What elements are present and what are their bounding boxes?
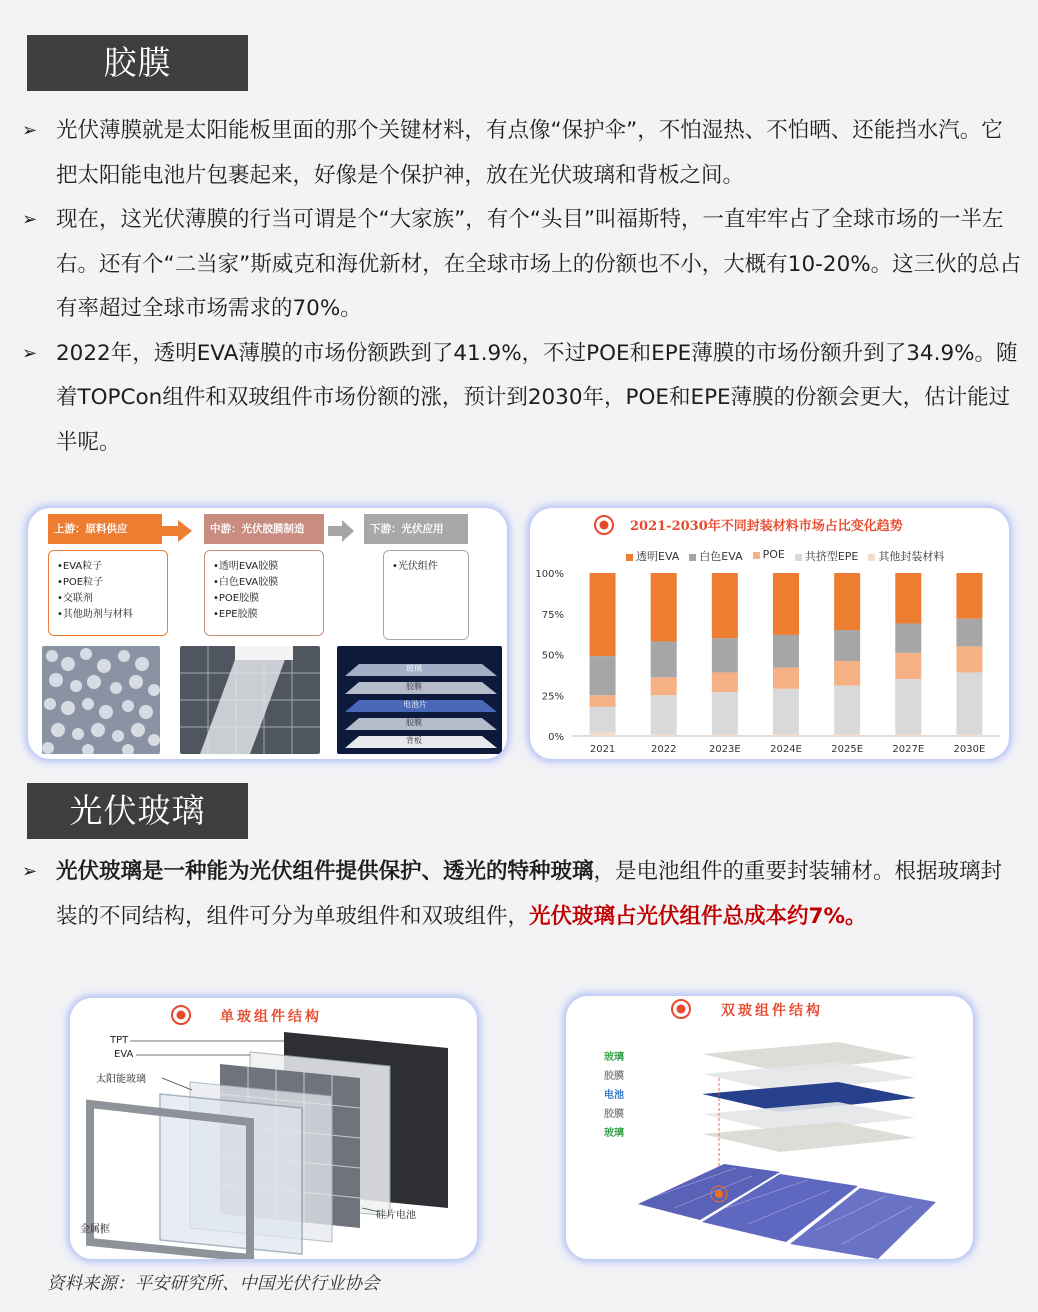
bar-segment	[651, 573, 677, 641]
layer-label-glass-top: 玻璃	[604, 1052, 624, 1063]
chart-title: 2021-2030年不同封装材料市场占比变化趋势	[630, 519, 903, 534]
layer-label: 胶膜	[406, 718, 422, 727]
bar-segment	[712, 638, 738, 672]
layer-label-glass-bottom: 玻璃	[604, 1128, 624, 1139]
layer-label: 电池片	[403, 700, 427, 709]
y-tick-label: 50%	[541, 650, 564, 662]
single-glass-title: 单玻组件结构	[220, 1009, 322, 1025]
legend-label: 共挤型EPE	[804, 550, 859, 563]
legend-label: POE	[762, 548, 785, 561]
bar-segment	[895, 653, 921, 679]
bar-segment	[773, 689, 799, 735]
bar-segment	[590, 656, 616, 695]
y-tick-label: 75%	[541, 609, 564, 621]
section-title-glass: 光伏玻璃	[27, 783, 248, 839]
upstream-box: •EVA粒子 •POE粒子 •交联剂 •其他助剂与材料	[48, 550, 168, 636]
bar-segment	[590, 573, 616, 656]
bar-segment	[834, 661, 860, 685]
film-bullet-list	[22, 109, 1022, 465]
section-title-film: 胶膜	[27, 35, 248, 91]
eva-pellets-photo	[42, 646, 160, 754]
glass-bullet-1: ➢ 光伏玻璃是一种能为光伏组件提供保护、透光的特种玻璃，是电池组件的重要封装辅材。根据玻璃封装的不同结构，组件可分为单玻组件和双玻组件，光伏玻璃占光伏组件总成本约7%。	[22, 850, 1022, 939]
bar-segment	[895, 734, 921, 736]
film-roll-photo	[180, 646, 320, 754]
single-glass-card	[70, 998, 477, 1259]
bar-segment	[712, 573, 738, 638]
legend-label: 其他封装材料	[878, 550, 945, 563]
bar-segment	[651, 695, 677, 734]
y-tick-label: 25%	[541, 691, 564, 703]
bar-segment	[956, 672, 982, 734]
solar-glass-label: 太阳能玻璃	[96, 1074, 146, 1085]
arrow-bullet-icon: ➢	[22, 342, 38, 364]
x-tick-label: 2025E	[831, 744, 864, 755]
eva-label: EVA	[114, 1049, 134, 1060]
bar-segment	[956, 573, 982, 619]
bar-segment	[956, 646, 982, 672]
film-bullet-2: ➢ 现在，这光伏薄膜的行当可谓是个“大家族”，有个“头目”叫福斯特，一直牢牢占了全球市场的一半左右。还有个“二当家”斯威克和海优新材，在全球市场上的份额也不小，大概有10-20%。这三伙的总占有率超过全球市场需求的70%。	[22, 198, 1022, 332]
bar-segment	[834, 630, 860, 661]
y-tick-label: 100%	[535, 569, 564, 580]
layer-label: 背板	[406, 736, 422, 745]
film-bullet-1: ➢ 光伏薄膜就是太阳能板里面的那个关键材料，有点像“保护伞”，不怕湿热、不怕晒、还能挡水汽。它把太阳能电池片包裹起来，好像是个保护神，放在光伏玻璃和背板之间。	[22, 109, 1022, 198]
bar-segment	[651, 734, 677, 736]
arrow-bullet-icon: ➢	[22, 120, 38, 141]
layer-label: 胶膜	[406, 682, 422, 691]
bar-segment	[712, 692, 738, 734]
bar-segment	[773, 734, 799, 736]
x-tick-label: 2030E	[953, 744, 986, 755]
supply-chain-card	[28, 508, 507, 759]
double-glass-title: 双玻组件结构	[721, 1003, 823, 1019]
metal-frame-label: 金属框	[80, 1224, 110, 1235]
x-tick-label: 2023E	[708, 744, 741, 755]
arrow-right-icon	[326, 518, 356, 544]
glass-bullet-list	[22, 850, 1022, 939]
arrow-right-icon	[158, 518, 194, 544]
bar-segment	[834, 734, 860, 736]
layer-label: 玻璃	[406, 664, 422, 673]
stacked-bar-chart	[530, 508, 1009, 759]
legend-label: 透明EVA	[636, 550, 680, 563]
layer-label-film-bottom: 胶膜	[604, 1109, 624, 1120]
tpt-label: TPT	[110, 1035, 129, 1046]
y-tick-label: 0%	[548, 732, 564, 743]
x-tick-label: 2022	[650, 744, 677, 755]
bar-segment	[773, 668, 799, 689]
bar-segment	[590, 733, 616, 736]
chart-card	[530, 508, 1009, 759]
film-bullet-3: ➢ 2022年，透明EVA薄膜的市场份额跌到了41.9%，不过POE和EPE薄膜的市场份额升到了34.9%。随着TOPCon组件和双玻组件市场份额的涨，预计到2030年，POE和EPE薄膜的份额会更大，估计能过半呢。	[22, 332, 1022, 466]
bar-segment	[773, 635, 799, 668]
bar-segment	[712, 672, 738, 692]
bar-segment	[651, 677, 677, 695]
legend-label: 白色EVA	[699, 550, 743, 563]
downstream-box: •光伏组件	[383, 550, 469, 640]
x-tick-label: 2021	[589, 744, 616, 755]
bar-segment	[956, 619, 982, 647]
midstream-header: 中游：光伏胶膜制造	[204, 514, 324, 544]
bar-segment	[590, 695, 616, 706]
downstream-header: 下游：光伏应用	[364, 514, 468, 544]
layer-label-cell: 电池	[604, 1090, 624, 1101]
bar-segment	[834, 685, 860, 734]
arrow-bullet-icon: ➢	[22, 209, 38, 230]
bar-segment	[895, 679, 921, 734]
source-note: 资料来源：平安研究所、中国光伏行业协会	[47, 1274, 380, 1294]
bar-segment	[773, 573, 799, 635]
upstream-header: 上游：原料供应	[48, 514, 162, 544]
arrow-bullet-icon: ➢	[22, 861, 38, 882]
midstream-box: •透明EVA胶膜 •白色EVA胶膜 •POE胶膜 •EPE胶膜	[204, 550, 324, 636]
x-tick-label: 2027E	[892, 744, 925, 755]
bar-segment	[895, 624, 921, 653]
bar-segment	[956, 734, 982, 736]
silicon-cell-label: 硅片电池	[376, 1210, 416, 1221]
bar-segment	[590, 707, 616, 733]
double-glass-card	[566, 996, 973, 1259]
bar-segment	[834, 573, 860, 630]
bar-segment	[895, 573, 921, 624]
bar-segment	[712, 734, 738, 736]
double-glass-diagram	[566, 996, 973, 1259]
bar-segment	[651, 641, 677, 677]
layer-label-film-top: 胶膜	[604, 1071, 624, 1082]
x-tick-label: 2024E	[770, 744, 802, 755]
